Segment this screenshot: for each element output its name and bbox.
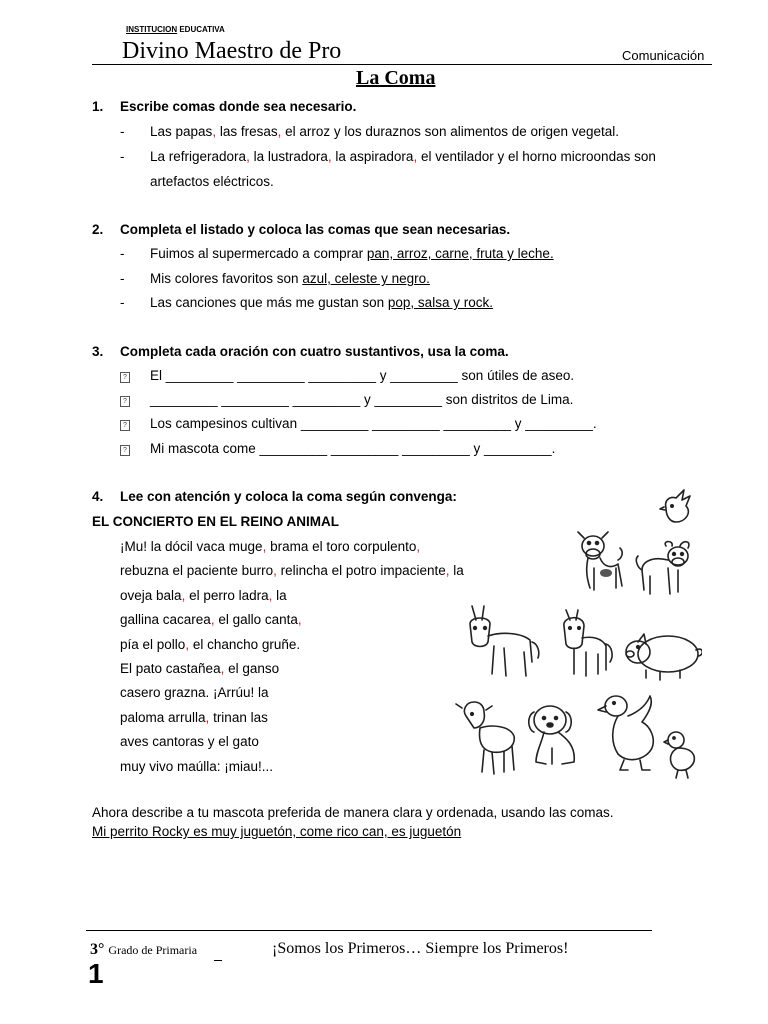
text-run: la aspiradora bbox=[331, 149, 414, 164]
duck-icon bbox=[598, 696, 653, 770]
section1-line-2 bbox=[150, 149, 656, 164]
section1-number: 1. bbox=[92, 99, 104, 114]
text-run: Las canciones que más me gustan son bbox=[150, 295, 388, 310]
text-run: La refrigeradora bbox=[150, 149, 247, 164]
section1-line-1 bbox=[150, 124, 619, 139]
text-run: las fresas bbox=[216, 124, 278, 139]
section4-number: 4. bbox=[92, 489, 104, 504]
grade-text: Grado de Primaria bbox=[108, 943, 198, 957]
story-line bbox=[120, 661, 279, 676]
story-title: EL CONCIERTO EN EL REINO ANIMAL bbox=[92, 514, 340, 529]
section1-dash-2: - bbox=[120, 149, 125, 164]
text-run: casero grazna. ¡Arrúu! la bbox=[120, 685, 269, 701]
text-run: Las papas bbox=[150, 124, 213, 139]
text-run: el ventilador y el horno microondas son bbox=[417, 149, 656, 164]
text-run: oveja bala bbox=[120, 587, 182, 603]
text-run: Mis colores favoritos son bbox=[150, 271, 303, 286]
page-number: 1 bbox=[88, 958, 104, 989]
section3-item: _________ _________ _________ y _________ son distritos de Lima. bbox=[150, 392, 574, 407]
missing-glyph-icon: ? bbox=[120, 372, 130, 383]
red-comma: , bbox=[416, 539, 421, 554]
red-comma: , bbox=[413, 149, 418, 164]
story-line bbox=[120, 588, 287, 603]
story-line bbox=[120, 637, 300, 652]
answer-text: azul, celeste y negro. bbox=[302, 271, 430, 286]
text-run: el ganso bbox=[224, 661, 280, 676]
red-comma: , bbox=[205, 709, 210, 725]
section1-dash-1: - bbox=[120, 124, 125, 139]
section2-dash: - bbox=[120, 271, 125, 286]
section2-item bbox=[150, 271, 430, 286]
section1-heading: Escribe comas donde sea necesario. bbox=[120, 99, 357, 114]
red-comma: , bbox=[262, 539, 267, 554]
text-run: la bbox=[449, 563, 464, 579]
red-comma: , bbox=[220, 661, 225, 676]
red-comma: , bbox=[277, 124, 282, 139]
chick-icon bbox=[664, 732, 694, 778]
closing-instruction: Ahora describe a tu mascota preferida de manera clara y ordenada, usando las comas. bbox=[92, 805, 614, 820]
text-run: la bbox=[272, 587, 287, 603]
section4-heading: Lee con atención y coloca la coma según convenga: bbox=[120, 489, 457, 504]
section3-item: El _________ _________ _________ y _________ son útiles de aseo. bbox=[150, 368, 575, 383]
story-line bbox=[120, 539, 420, 554]
section2-dash: - bbox=[120, 295, 125, 310]
footer-slogan: ¡Somos los Primeros… Siempre los Primeros! bbox=[272, 940, 569, 957]
bull-icon bbox=[636, 542, 689, 595]
pig-icon bbox=[626, 634, 702, 680]
story-line bbox=[120, 563, 464, 578]
grade-number: 3° bbox=[90, 941, 105, 958]
donkey-icon bbox=[470, 606, 539, 676]
story-line bbox=[120, 612, 302, 627]
section1-line-3: artefactos eléctricos. bbox=[150, 174, 274, 189]
cow-icon bbox=[578, 532, 622, 590]
text-run: muy vivo maúlla: ¡miau!... bbox=[120, 758, 274, 774]
text-run: ¡Mu! la dócil vaca muge bbox=[120, 539, 263, 554]
section2-dash: - bbox=[120, 246, 125, 261]
text-run: trinan las bbox=[209, 709, 268, 725]
text-run: brama el toro corpulento bbox=[266, 539, 417, 554]
answer-text: pan, arroz, carne, fruta y leche. bbox=[366, 246, 554, 261]
red-comma: , bbox=[212, 124, 217, 139]
text-run: aves cantoras y el gato bbox=[120, 734, 259, 750]
missing-glyph-icon: ? bbox=[120, 396, 130, 407]
red-comma: , bbox=[185, 636, 190, 652]
section2-item bbox=[150, 246, 554, 261]
text-run: paloma arrulla bbox=[120, 709, 206, 725]
text-run: pía el pollo bbox=[120, 636, 186, 652]
section2-item bbox=[150, 295, 493, 310]
dog-icon bbox=[529, 706, 575, 764]
footer-grade bbox=[90, 941, 197, 959]
dove-icon bbox=[660, 490, 690, 522]
red-comma: , bbox=[181, 587, 186, 603]
missing-glyph-icon: ? bbox=[120, 420, 130, 431]
red-comma: , bbox=[210, 612, 215, 628]
section2-number: 2. bbox=[92, 222, 104, 237]
text-run: el chancho gruñe. bbox=[189, 636, 301, 652]
text-run: rebuzna el paciente burro bbox=[120, 563, 274, 579]
subject-label: Comunicación bbox=[622, 48, 705, 63]
institution-prefix: INSTITUCION bbox=[126, 25, 178, 34]
red-comma: , bbox=[268, 587, 273, 603]
red-comma: , bbox=[297, 612, 302, 628]
text-run: El pato castañea bbox=[120, 661, 221, 676]
lamb-icon bbox=[456, 702, 514, 774]
footer-rule bbox=[86, 930, 652, 931]
institution-suffix: EDUCATIVA bbox=[177, 25, 225, 34]
school-name: Divino Maestro de Pro bbox=[122, 38, 342, 64]
animal-illustration bbox=[452, 484, 702, 790]
section3-heading: Completa cada oración con cuatro sustantivos, usa la coma. bbox=[120, 344, 509, 359]
story-line bbox=[120, 734, 259, 749]
red-comma: , bbox=[246, 149, 250, 164]
horse-icon bbox=[564, 610, 612, 676]
story-line bbox=[120, 685, 269, 700]
text-run: el perro ladra bbox=[185, 587, 269, 603]
institution-label bbox=[126, 25, 225, 34]
section3-item: Mi mascota come _________ _________ _________ y _________. bbox=[150, 441, 556, 456]
red-comma: , bbox=[445, 563, 450, 579]
text-run: la lustradora bbox=[249, 149, 328, 164]
red-comma: , bbox=[327, 149, 332, 164]
grade-underline bbox=[214, 960, 222, 961]
section2-heading: Completa el listado y coloca las comas que sean necesarias. bbox=[120, 222, 511, 237]
header-rule bbox=[92, 64, 712, 65]
text-run: relincha el potro impaciente bbox=[276, 563, 446, 579]
text-run: el arroz y los duraznos son alimentos de origen vegetal. bbox=[281, 124, 620, 139]
closing-answer: Mi perrito Rocky es muy juguetón, come rico can, es juguetón bbox=[92, 824, 462, 839]
red-comma: , bbox=[273, 563, 277, 579]
text-run: Fuimos al supermercado a comprar bbox=[150, 246, 367, 261]
answer-text: pop, salsa y rock. bbox=[387, 295, 493, 310]
text-run: gallina cacarea bbox=[120, 612, 211, 628]
section3-item: Los campesinos cultivan _________ _________ _________ y _________. bbox=[150, 416, 597, 431]
missing-glyph-icon: ? bbox=[120, 445, 130, 456]
section3-number: 3. bbox=[92, 344, 104, 359]
text-run: el gallo canta bbox=[214, 612, 298, 628]
page-title: La Coma bbox=[356, 67, 436, 89]
story-line bbox=[120, 710, 268, 725]
story-line bbox=[120, 759, 273, 774]
